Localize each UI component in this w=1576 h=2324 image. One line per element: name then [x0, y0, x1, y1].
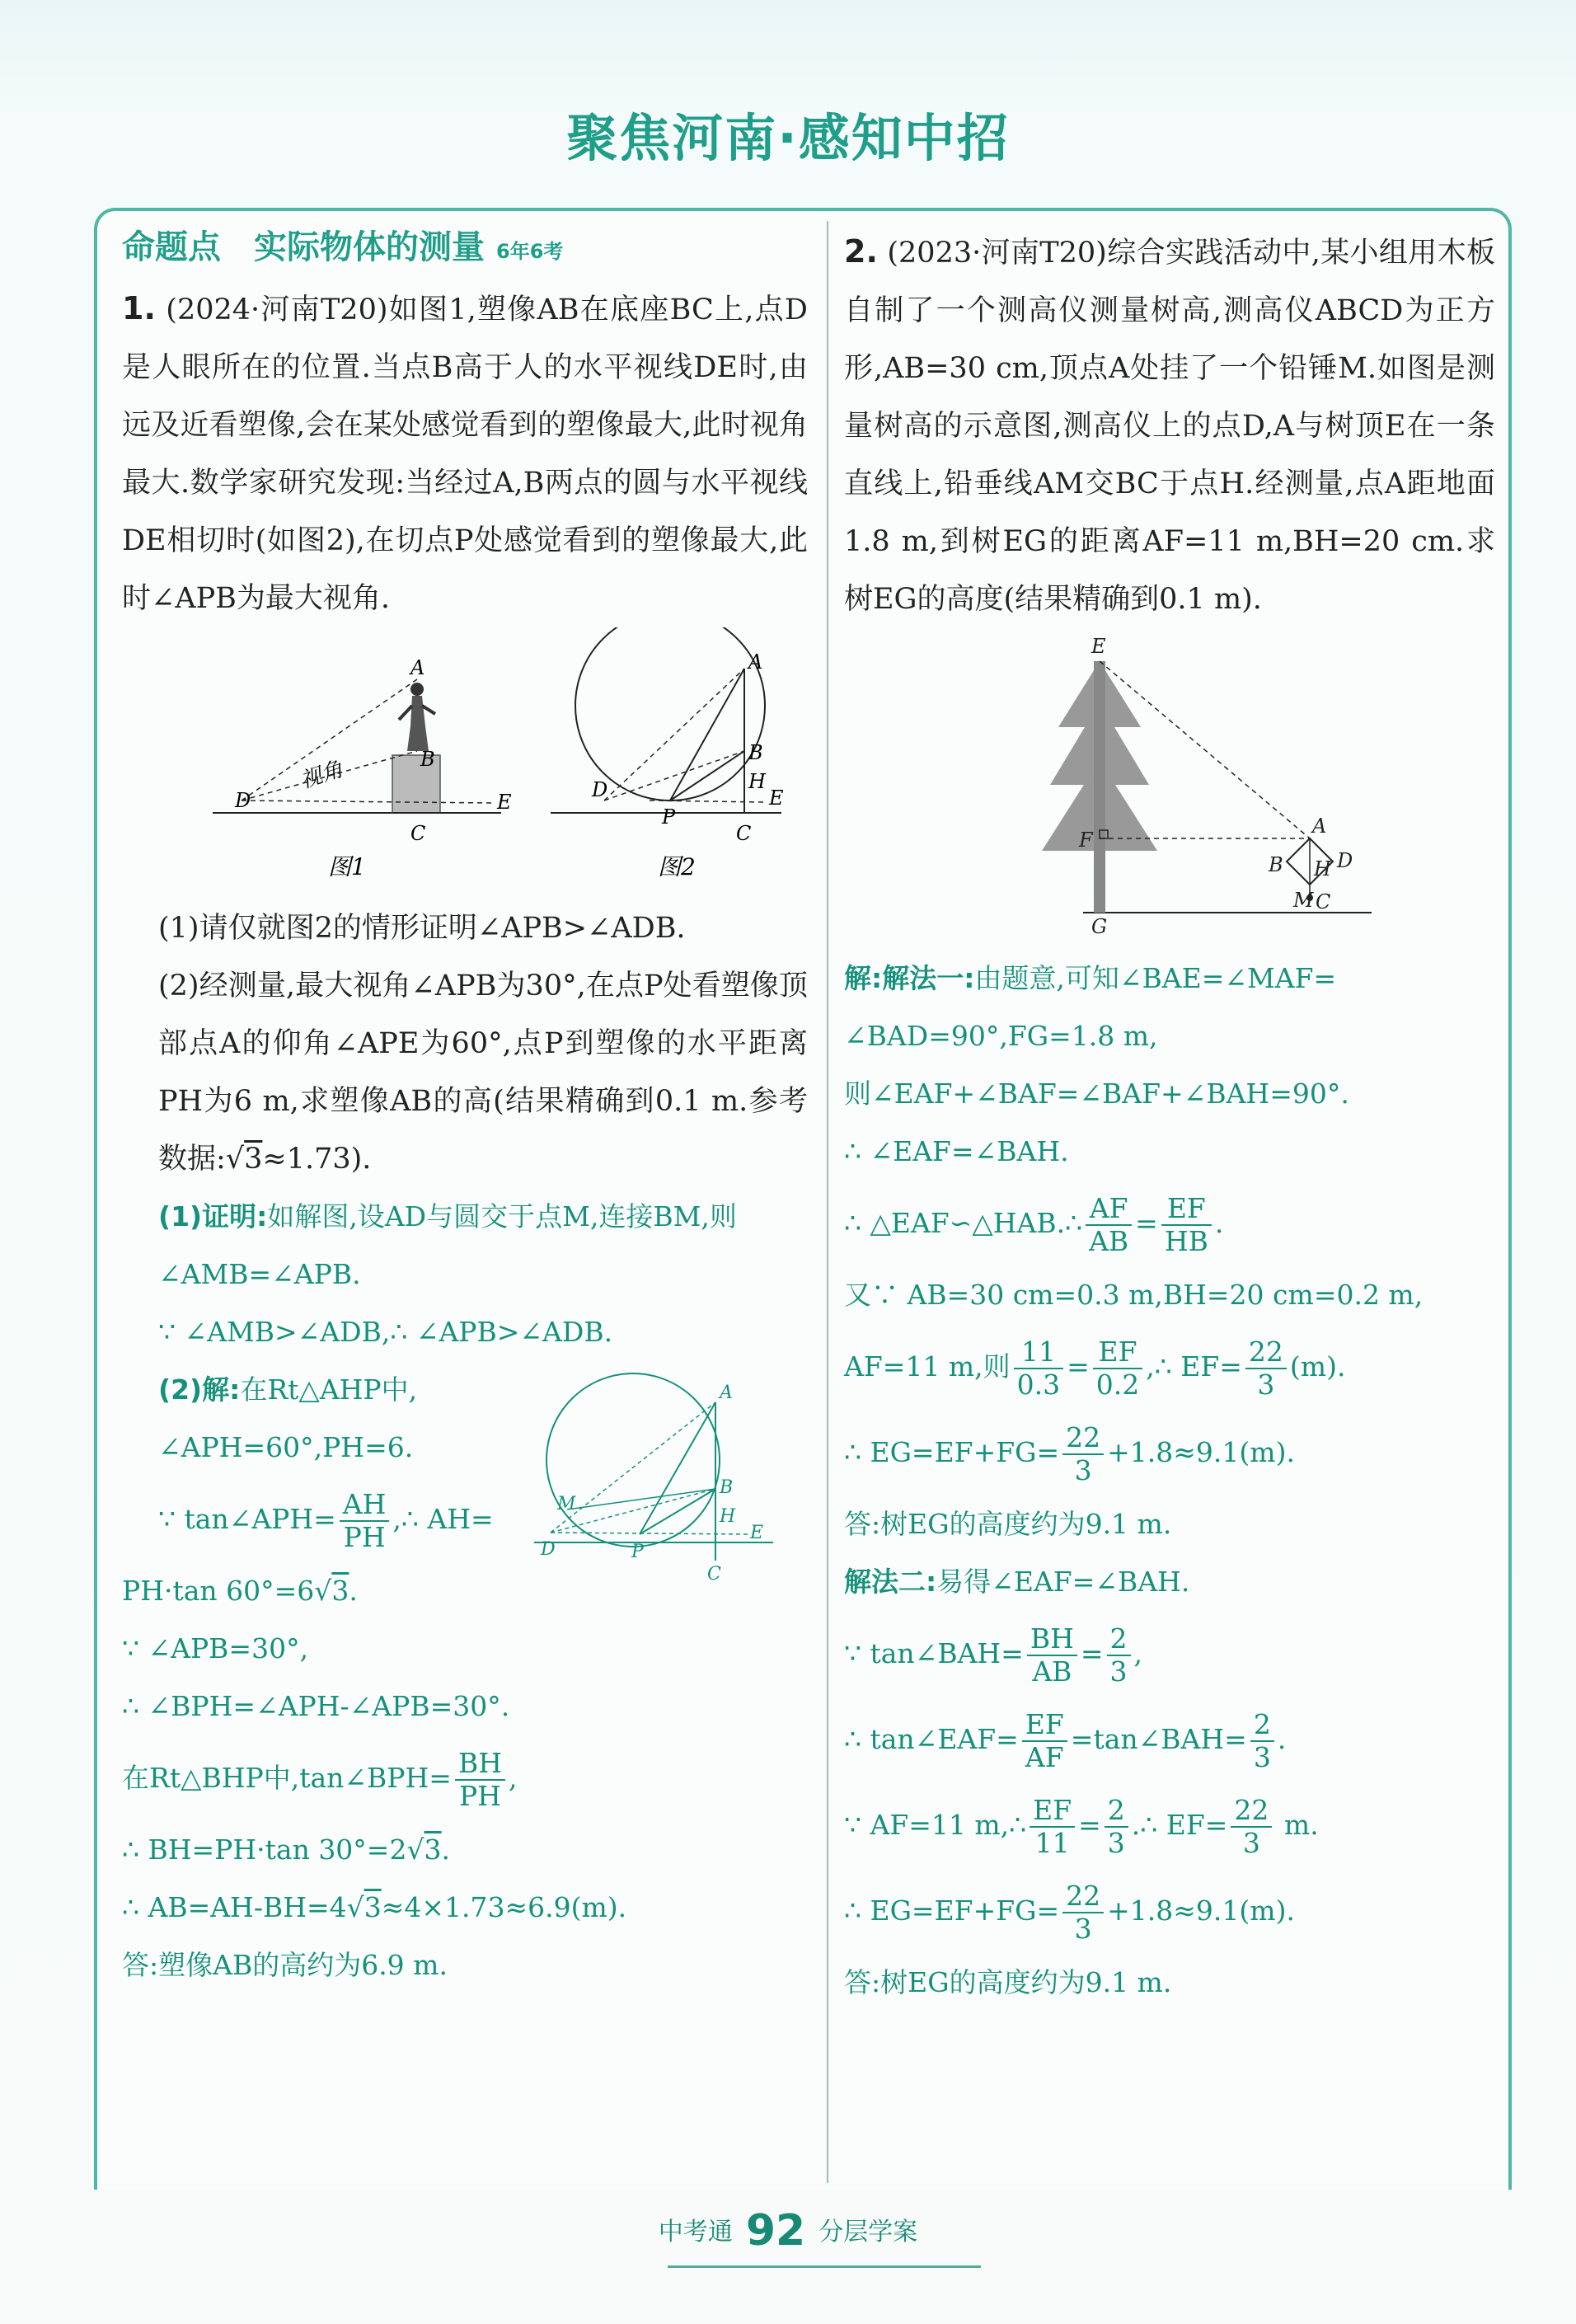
q1-sol-l6-pre: 在Rt△BHP中,tan∠BPH= — [122, 1762, 452, 1794]
svg-text:G: G — [1091, 915, 1108, 938]
fraction — [1105, 1795, 1128, 1859]
q2-sol-m1-label: 解:解法一: — [844, 962, 975, 994]
frac-den: 3 — [1107, 1827, 1125, 1859]
q1-answer: 答:塑像AB的高约为6.9 m. — [122, 1949, 448, 1981]
frac-num: 22 — [1231, 1795, 1272, 1828]
kp-topic: 实际物体的测量 — [254, 228, 485, 266]
kp-count: 6年6考 — [496, 240, 564, 263]
svg-text:E: E — [750, 1523, 764, 1543]
q1-sol-part2-block — [122, 1361, 808, 1584]
q2-sol-m1-text: 由题意,可知∠BAE=∠MAF= — [974, 962, 1337, 994]
frac-den: HB — [1164, 1225, 1208, 1257]
question-2-text: (2023·河南T20)综合实践活动中,某小组用木板自制了一个测高仪测量树高,测高仪ABCD为正方形,AB=30 cm,顶点A处挂了一个铅锤M.如图是测量树高的示意图,测高仪上的点D,A与树顶E在一条直线上,铅垂线AM交BC于点H.经测量,点A距地面1.8 m,到树EG的距离AF=11 m,BH=20 cm.求树EG的高度(结果精确到0.1 m). — [844, 237, 1495, 616]
q2-sol-method1 — [844, 950, 1495, 1007]
page-title: 聚焦河南·感知中招 — [566, 108, 1010, 168]
q2-sol-m2-text: 易得∠EAF=∠BAH. — [936, 1566, 1190, 1598]
q1-sol-l3: PH·tan 60°=6√3. — [122, 1575, 358, 1607]
q1-sol-l3-pre: PH·tan 60°=6 — [122, 1575, 315, 1607]
q1-part2: (2)经测量,最大视角∠APB为30°,在点P处看塑像顶部点A的仰角∠APE为60°,点P到塑像的水平距离PH为6 m,求塑像AB的高(结果精确到0.1 m.参考数据:√3≈1.73). — [158, 970, 808, 1176]
q2-sol-a4-pre: ∴ △EAF∽△HAB.∴ — [844, 1207, 1083, 1239]
q1-sol-p1-label: (1)证明: — [158, 1200, 268, 1232]
fraction — [1250, 1709, 1274, 1773]
q1-sol-l3-post: . — [349, 1575, 358, 1607]
column-divider — [827, 221, 828, 2183]
q2-sol-a6: AF=11 m,则 $\frac{11}{0.3}$ = $\frac{EF}{0.2}$ ,∴ EF= $\frac{22}{3}$ (m). — [844, 1336, 1346, 1401]
q2-sol-b3-mid: .∴ EF= — [1131, 1809, 1228, 1841]
q1-part2-text: (2)经测量,最大视角∠APB为30°,在点P处看塑像顶部点A的仰角∠APE为60°,点P到塑像的水平距离PH为6 m,求塑像AB的高(结果精确到0.1 m.参考数据: — [158, 970, 808, 1176]
q1-sol-l3-sqrt: 3 — [331, 1575, 349, 1607]
q2-sol-b2-mid: =tan∠BAH= — [1070, 1723, 1247, 1755]
svg-text:B: B — [420, 748, 435, 771]
statue-icon — [399, 683, 435, 751]
fraction — [1107, 1623, 1131, 1688]
svg-text:A: A — [720, 1383, 733, 1403]
frac-den: 3 — [1074, 1913, 1092, 1945]
right-column — [844, 223, 1495, 2012]
frac-den: 3 — [1242, 1827, 1260, 1859]
q2-sol-a6-mid: ,∴ EF= — [1146, 1350, 1242, 1383]
q2-sol-a4: ∴ △EAF∽△HAB.∴ $\frac{AF}{AB}$ = $\frac{EF}{HB}$ . — [844, 1192, 1224, 1257]
svg-text:M: M — [1293, 889, 1314, 912]
frac-num: EF — [1161, 1193, 1212, 1226]
q2-sol-a5: 又∵ AB=30 cm=0.3 m,BH=20 cm=0.2 m, — [844, 1279, 1424, 1311]
figure-1 — [213, 656, 512, 880]
frac-num: 2 — [1105, 1795, 1128, 1828]
frac-num: EF — [1030, 1795, 1075, 1828]
svg-text:P: P — [662, 805, 676, 829]
svg-text:H: H — [720, 1506, 736, 1527]
q2-sol-b2-pre: ∴ tan∠EAF= — [844, 1723, 1019, 1755]
page-number: 92 — [745, 2206, 806, 2256]
fraction — [1086, 1193, 1132, 1257]
frac-den: 3 — [1253, 1741, 1271, 1773]
svg-text:D: D — [235, 789, 251, 812]
fraction — [1030, 1795, 1075, 1859]
frac-den: 3 — [1074, 1454, 1092, 1486]
fraction — [1027, 1623, 1077, 1688]
frac-den: 11 — [1034, 1827, 1070, 1859]
frac-den: 0.3 — [1016, 1369, 1061, 1401]
q1-sol-l1: ∠APH=60°,PH=6. — [158, 1431, 414, 1463]
q1-sol-l2-post: ,∴ AH= — [392, 1503, 494, 1535]
svg-text:M: M — [557, 1494, 576, 1514]
footer-underline — [668, 2265, 981, 2268]
q1-sol-p1-text: 如解图,设AD与圆交于点M,连接BM,则∠AMB=∠APB. — [158, 1200, 737, 1290]
frac-num: BH — [455, 1748, 505, 1781]
svg-text:H: H — [748, 770, 766, 793]
footer-series: 分层学案 — [818, 2218, 918, 2247]
frac-num: BH — [1027, 1623, 1077, 1656]
page-footer — [0, 2206, 1576, 2256]
question-2-figure — [844, 628, 1495, 950]
q2-sol-b2 — [844, 1697, 1495, 1782]
fraction — [1022, 1709, 1067, 1773]
frac-num: AF — [1086, 1193, 1132, 1226]
fraction — [1014, 1336, 1063, 1401]
frac-num: 22 — [1245, 1336, 1287, 1369]
q2-sol-a1: ∠BAD=90°,FG=1.8 m, — [844, 1020, 1158, 1052]
frac-num: AH — [340, 1489, 390, 1522]
knowledge-point-header — [122, 223, 808, 276]
frac-num: EF — [1093, 1336, 1142, 1369]
fig2-circle — [575, 627, 765, 800]
q2-sol-a2: 则∠EAF+∠BAF=∠BAF+∠BAH=90°. — [844, 1077, 1349, 1110]
q2-sol-b4-pre: ∴ EG=EF+FG= — [844, 1894, 1060, 1927]
svg-text:D: D — [1337, 849, 1353, 872]
question-1-text: (2024·河南T20)如图1,塑像AB在底座BC上,点D是人眼所在的位置.当点B高于人的水平视线DE时,由远及近看塑像,会在某处感觉看到的塑像最大,此时视角最大.数学家研究发现:当经过A,B两点的圆与水平视线DE相切时(如图2),在切点P处感觉看到的塑像最大,此时∠APB为最大视角. — [122, 293, 808, 615]
q1-sol-l8-sqrt: 3 — [364, 1891, 382, 1923]
fig1-angle-label: 视角 — [297, 757, 346, 794]
q2-sol-b4-post: +1.8≈9.1(m). — [1107, 1894, 1295, 1927]
q2-sol-b1: ∵ tan∠BAH= $\frac{BH}{AB}$ = $\frac{2}{3}$ , — [844, 1622, 1143, 1688]
frac-den: AF — [1025, 1741, 1064, 1773]
q2-sol-a7-pre: ∴ EG=EF+FG= — [844, 1436, 1060, 1468]
fraction — [1062, 1880, 1104, 1945]
q1-part2-sqrt: 3 — [244, 1143, 263, 1176]
svg-text:C: C — [736, 822, 752, 845]
q2-sol-b2-post: . — [1277, 1723, 1287, 1755]
frac-den: PH — [343, 1521, 386, 1553]
fraction — [1161, 1193, 1212, 1257]
question-1-number: 1. — [122, 290, 156, 326]
svg-text:B: B — [748, 741, 763, 764]
svg-text:A: A — [748, 650, 763, 674]
q1-sol-line: ∵ ∠AMB>∠ADB,∴ ∠APB>∠ADB. — [158, 1316, 613, 1348]
footer-brand: 中考通 — [658, 2218, 733, 2247]
q1-sol-l6-post: , — [508, 1762, 518, 1794]
svg-text:A: A — [410, 656, 425, 679]
frac-den: 0.2 — [1095, 1369, 1140, 1401]
q1-sol-part1 — [122, 1188, 808, 1303]
q2-sol-b3-pre: ∵ AF=11 m,∴ — [844, 1809, 1027, 1841]
svg-text:A: A — [1312, 815, 1327, 838]
q1-sol-l6 — [122, 1735, 808, 1821]
tree-figure-svg — [844, 628, 1495, 950]
frac-num: 22 — [1062, 1880, 1104, 1913]
q1-sol-l4: ∵ ∠APB=30°, — [122, 1632, 309, 1664]
question-1-figures — [122, 627, 808, 899]
q1-sol-l7-sqrt: 3 — [424, 1833, 442, 1866]
q1-sol-p2-label: (2)解: — [158, 1373, 241, 1406]
q2-sol-b4 — [844, 1868, 1495, 1954]
q1-sol-l8-post: ≈4×1.73≈6.9(m). — [381, 1891, 627, 1923]
q2-sol-a3: ∴ ∠EAF=∠BAH. — [844, 1135, 1069, 1167]
svg-text:B: B — [720, 1477, 734, 1498]
svg-text:H: H — [1314, 857, 1331, 880]
frac-den: 3 — [1257, 1369, 1275, 1401]
left-column — [122, 223, 808, 1994]
kp-label: 命题点 — [122, 228, 221, 266]
frac-num: EF — [1022, 1709, 1067, 1742]
frac-den: PH — [458, 1780, 501, 1812]
question-2-stem — [844, 223, 1495, 628]
q1-sol-l7-post: . — [441, 1833, 450, 1866]
q2-sol-b3-post: m. — [1275, 1809, 1319, 1841]
fraction — [1245, 1336, 1287, 1401]
svg-text:B: B — [1269, 853, 1283, 876]
q2-sol-a7-post: +1.8≈9.1(m). — [1107, 1436, 1295, 1468]
svg-text:C: C — [707, 1564, 721, 1584]
q2-sol-a6-post: (m). — [1289, 1350, 1346, 1383]
solution-figure — [534, 1369, 781, 1584]
svg-text:E: E — [497, 791, 512, 814]
frac-den: AB — [1089, 1225, 1129, 1257]
svg-text:E: E — [1091, 635, 1106, 658]
q2-sol-method2 — [844, 1553, 1495, 1611]
q1-sol-l7-pre: ∴ BH=PH·tan 30°=2 — [122, 1833, 407, 1866]
question-2-number: 2. — [844, 233, 878, 270]
q1-part1: (1)请仅就图2的情形证明∠APB>∠ADB. — [158, 912, 686, 945]
q1-sol-l8: ∴ AB=AH-BH=4√3≈4×1.73≈6.9(m). — [122, 1891, 627, 1923]
question-1-stem — [122, 279, 808, 627]
q2-sol-b1-pre: ∵ tan∠BAH= — [844, 1637, 1024, 1669]
figures-svg — [122, 627, 808, 899]
svg-text:C: C — [410, 822, 426, 845]
q1-sol-l7: ∴ BH=PH·tan 30°=2√3. — [122, 1833, 450, 1866]
fraction — [1062, 1422, 1104, 1486]
frac-den: 3 — [1109, 1655, 1128, 1688]
frac-den: AB — [1032, 1655, 1072, 1688]
q1-sol-l8-pre: ∴ AB=AH-BH=4 — [122, 1891, 347, 1923]
frac-num: 11 — [1014, 1336, 1063, 1369]
svg-text:C: C — [1316, 890, 1331, 913]
svg-text:P: P — [631, 1542, 644, 1562]
fig2-caption: 图2 — [658, 853, 696, 880]
tree-icon — [1042, 661, 1157, 913]
svg-text:E: E — [769, 786, 784, 810]
fraction — [1093, 1336, 1142, 1401]
q2-sol-b5: 答:树EG的高度约为9.1 m. — [844, 1966, 1172, 1998]
q1-sol-l2-pre: ∵ tan∠APH= — [158, 1503, 336, 1535]
figure-2 — [551, 627, 784, 880]
q2-sol-b1-post: , — [1133, 1637, 1143, 1669]
svg-text:D: D — [592, 778, 608, 801]
fraction — [455, 1748, 505, 1812]
fig1-caption: 图1 — [328, 853, 366, 880]
fraction — [340, 1489, 390, 1553]
q2-sol-a7 — [844, 1410, 1495, 1495]
q2-sol-a8: 答:树EG的高度约为9.1 m. — [844, 1508, 1172, 1540]
q1-sol-p2-text: 在Rt△AHP中, — [240, 1373, 418, 1406]
fraction — [1231, 1795, 1272, 1859]
frac-num: 2 — [1107, 1623, 1131, 1656]
frac-num: 22 — [1062, 1422, 1104, 1455]
svg-text:D: D — [541, 1539, 556, 1560]
q2-sol-m2-label: 解法二: — [844, 1566, 937, 1598]
q2-sol-b3: ∵ AF=11 m,∴ $\frac{EF}{11}$ = $\frac{2}{3}$ .∴ EF= $\frac{22}{3}$ m. — [844, 1794, 1319, 1859]
svg-text:F: F — [1079, 829, 1093, 852]
q2-sol-a6-pre: AF=11 m,则 — [844, 1350, 1011, 1383]
frac-num: 2 — [1250, 1709, 1274, 1742]
q1-sol-l5: ∴ ∠BPH=∠APH-∠APB=30°. — [122, 1690, 510, 1722]
q1-part2-text-end: ≈1.73). — [262, 1143, 372, 1176]
